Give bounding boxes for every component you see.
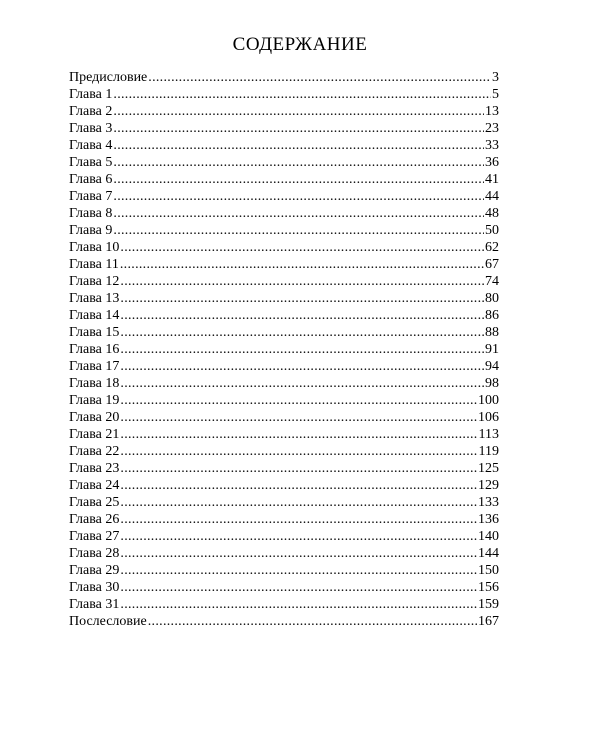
page-title: СОДЕРЖАНИЕ [232,34,368,55]
toc-entry-page-number: 62 [485,240,499,255]
toc-entry-label: Глава 30 [69,580,120,595]
toc-entry-page-number: 41 [485,172,499,187]
toc-entry [69,256,499,273]
toc-entry [69,375,499,392]
dot-leader [120,324,484,341]
toc-entry [69,171,499,188]
toc-entry-label: Глава 11 [69,257,119,272]
toc-entry-label: Глава 6 [69,172,113,187]
toc-entry [69,443,499,460]
dot-leader [113,120,484,137]
toc-entry [69,290,499,307]
toc-entry-label: Глава 21 [69,427,120,442]
toc-entry-label: Глава 25 [69,495,120,510]
dot-leader [113,205,484,222]
toc-entry [69,205,499,222]
toc-entry-page-number: 44 [485,189,499,204]
toc-entry-page-number: 167 [478,614,499,629]
toc-entry [69,154,499,171]
dot-leader [113,222,484,239]
toc-entry-label: Глава 7 [69,189,113,204]
dot-leader [120,562,477,579]
dot-leader [120,375,484,392]
toc-entry-label: Глава 4 [69,138,113,153]
dot-leader [120,477,477,494]
dot-leader [148,613,477,630]
toc-entry-page-number: 13 [485,104,499,119]
toc-entry-page-number: 159 [478,597,499,612]
toc-entry-label: Глава 31 [69,597,120,612]
dot-leader [120,341,484,358]
dot-leader [113,103,484,120]
toc-entry-label: Предисловие [69,70,148,85]
toc-entry-label: Глава 26 [69,512,120,527]
dot-leader [120,443,477,460]
dot-leader [120,256,484,273]
toc-entry-label: Глава 12 [69,274,120,289]
toc-entry [69,426,499,443]
dot-leader [113,137,484,154]
dot-leader [113,171,484,188]
toc-entry-page-number: 36 [485,155,499,170]
dot-leader [120,596,477,613]
toc-entry-label: Глава 20 [69,410,120,425]
toc-entry [69,358,499,375]
dot-leader [120,290,484,307]
toc-entry-page-number: 88 [485,325,499,340]
toc-entry [69,392,499,409]
toc-entry-page-number: 133 [478,495,499,510]
toc-entry-page-number: 113 [478,427,499,442]
toc-entry-label: Глава 24 [69,478,120,493]
toc-entry-page-number: 74 [485,274,499,289]
toc-entry-page-number: 91 [485,342,499,357]
toc-entry [69,120,499,137]
toc-entry [69,273,499,290]
toc-entry-page-number: 67 [485,257,499,272]
toc-entry [69,528,499,545]
dot-leader [120,511,477,528]
toc-entry-page-number: 136 [478,512,499,527]
dot-leader [120,460,477,477]
toc-entry [69,103,499,120]
toc-entry-label: Глава 18 [69,376,120,391]
toc-entry [69,579,499,596]
toc-entry-page-number: 94 [485,359,499,374]
toc-entry-page-number: 125 [478,461,499,476]
toc-entry-page-number: 98 [485,376,499,391]
toc-entry-page-number: 129 [478,478,499,493]
toc-entry-page-number: 5 [492,87,499,102]
toc-entry-page-number: 106 [478,410,499,425]
dot-leader [120,358,484,375]
toc-entry [69,324,499,341]
toc-entry-label: Глава 14 [69,308,120,323]
dot-leader [113,188,484,205]
toc-entry [69,596,499,613]
dot-leader [120,494,477,511]
toc-entry [69,307,499,324]
toc-entry [69,409,499,426]
toc-entry [69,460,499,477]
toc-entry-label: Глава 1 [69,87,113,102]
toc-entry [69,137,499,154]
toc-entry-label: Глава 29 [69,563,120,578]
toc-entry-label: Глава 17 [69,359,120,374]
toc-entry [69,341,499,358]
toc-entry-label: Глава 10 [69,240,120,255]
toc-entry [69,511,499,528]
toc-entry-page-number: 156 [478,580,499,595]
toc-entry-page-number: 144 [478,546,499,561]
toc-entry-label: Глава 19 [69,393,120,408]
toc-entry-page-number: 48 [485,206,499,221]
toc-entry [69,222,499,239]
toc-entry-page-number: 50 [485,223,499,238]
toc-entry [69,562,499,579]
dot-leader [120,528,477,545]
dot-leader [120,273,484,290]
toc-entry [69,86,499,103]
dot-leader [120,239,484,256]
toc-entry-label: Глава 15 [69,325,120,340]
toc-entry [69,545,499,562]
toc-entry [69,613,499,630]
toc-entry-page-number: 33 [485,138,499,153]
toc-entry-label: Послесловие [69,614,147,629]
toc-entry-label: Глава 28 [69,546,120,561]
toc-entry-page-number: 86 [485,308,499,323]
toc-entry-label: Глава 16 [69,342,120,357]
toc-entry [69,494,499,511]
toc-entry-page-number: 140 [478,529,499,544]
dot-leader [120,392,477,409]
toc-entry-label: Глава 9 [69,223,113,238]
dot-leader [148,69,491,86]
dot-leader [120,307,484,324]
dot-leader [113,154,484,171]
toc-entry-label: Глава 13 [69,291,120,306]
toc-entry-page-number: 150 [478,563,499,578]
toc-entry-label: Глава 3 [69,121,113,136]
toc-entry-page-number: 119 [478,444,499,459]
toc-entry-page-number: 80 [485,291,499,306]
dot-leader [120,579,477,596]
toc-entry-label: Глава 23 [69,461,120,476]
toc-entry [69,239,499,256]
dot-leader [120,426,477,443]
toc-entry-page-number: 3 [492,70,499,85]
dot-leader [120,545,477,562]
toc-entry-label: Глава 22 [69,444,120,459]
toc-entry [69,477,499,494]
toc-entry-label: Глава 5 [69,155,113,170]
toc-entry-page-number: 100 [478,393,499,408]
toc-entry-label: Глава 2 [69,104,113,119]
toc-entry-page-number: 23 [485,121,499,136]
toc-entry-label: Глава 27 [69,529,120,544]
toc-entry [69,188,499,205]
table-of-contents [69,69,499,630]
dot-leader [120,409,477,426]
toc-entry-label: Глава 8 [69,206,113,221]
dot-leader [113,86,491,103]
toc-entry [69,69,499,86]
